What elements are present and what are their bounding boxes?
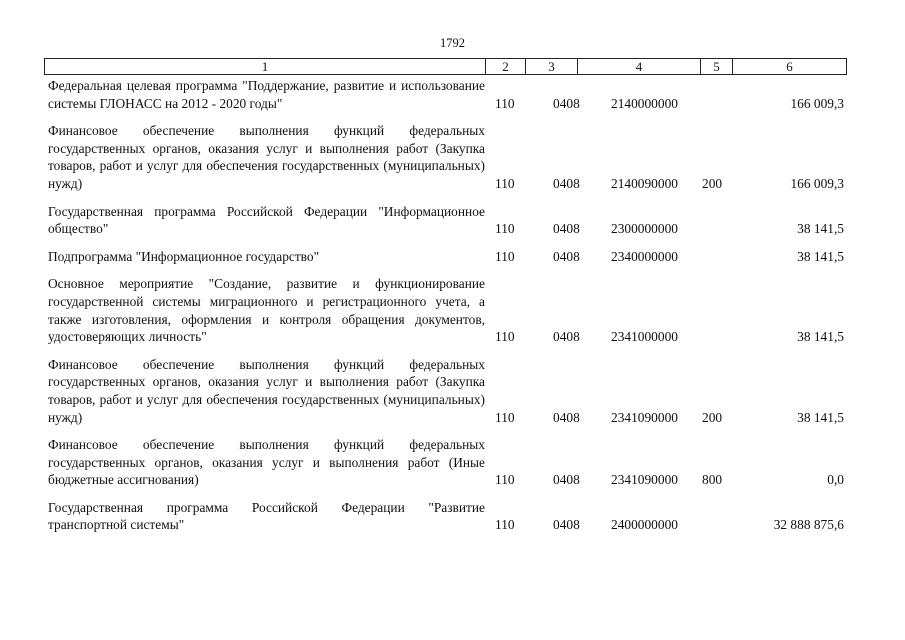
row-amount: 38 141,5 <box>797 409 844 425</box>
column-header-5: 5 <box>701 59 733 75</box>
row-col3: 0408 <box>553 409 580 425</box>
column-header-row <box>45 59 847 75</box>
row-amount: 38 141,5 <box>797 221 844 237</box>
table-row <box>48 203 844 238</box>
row-col2: 110 <box>495 472 515 488</box>
row-amount: 166 009,3 <box>790 95 844 111</box>
row-name: Подпрограмма "Информационное государство" <box>48 248 320 264</box>
row-col4: 2300000000 <box>611 221 678 237</box>
row-col3: 0408 <box>553 329 580 345</box>
row-col4: 2341000000 <box>611 329 678 345</box>
budget-rows <box>48 77 844 544</box>
row-col3: 0408 <box>553 221 580 237</box>
row-col4: 2140000000 <box>611 95 678 111</box>
row-col3: 0408 <box>553 517 580 533</box>
column-header-3: 3 <box>526 59 578 75</box>
table-row <box>48 248 844 266</box>
table-row <box>48 356 844 426</box>
row-name: Финансовое обеспечение выполнения функций федеральных государственных органов, оказания услуг и выполнения работ (Закупка товаров, работ и услуг для обеспечения государственных (муниципальных) нужд) <box>48 356 485 425</box>
row-name: Федеральная целевая программа "Поддержание, развитие и использование системы ГЛОНАСС на 2012 - 2020 годы" <box>48 78 485 111</box>
row-col4: 2340000000 <box>611 248 678 264</box>
column-header-table <box>44 58 847 75</box>
row-name: Финансовое обеспечение выполнения функций федеральных государственных органов, оказания услуг и выполнения работ (Иные бюджетные ассигнования) <box>48 437 485 488</box>
table-row <box>48 122 844 192</box>
row-col5: 200 <box>702 409 723 425</box>
page-number: 1792 <box>440 36 465 50</box>
row-col3: 0408 <box>553 95 580 111</box>
row-col4: 2140090000 <box>611 175 678 191</box>
column-header-6: 6 <box>733 59 847 75</box>
row-col2: 110 <box>495 409 515 425</box>
table-row <box>48 499 844 534</box>
row-amount: 38 141,5 <box>797 248 844 264</box>
row-name: Финансовое обеспечение выполнения функций федеральных государственных органов, оказания услуг и выполнения работ (Закупка товаров, работ и услуг для обеспечения государственных (муниципальных) нужд) <box>48 123 485 191</box>
column-header-2: 2 <box>486 59 526 75</box>
row-col2: 110 <box>495 248 515 264</box>
table-row <box>48 77 844 112</box>
row-amount: 32 888 875,6 <box>773 517 844 533</box>
column-header-4: 4 <box>578 59 701 75</box>
row-col3: 0408 <box>553 175 580 191</box>
row-name: Основное мероприятие "Создание, развитие и функционирование государственной системы миграционного и регистрационного учета, а также изготовления, оформления и контроля обращения документов, удостоверяющих личность" <box>48 276 485 345</box>
row-amount: 0,0 <box>827 472 844 488</box>
row-col2: 110 <box>495 329 515 345</box>
row-col2: 110 <box>495 221 515 237</box>
row-col2: 110 <box>495 95 515 111</box>
row-name: Государственная программа Российской Федерации "Информационное общество" <box>48 203 485 237</box>
row-col3: 0408 <box>553 248 580 264</box>
row-amount: 166 009,3 <box>790 175 844 191</box>
row-col5: 800 <box>702 472 723 488</box>
row-col2: 110 <box>495 517 515 533</box>
column-header-1: 1 <box>45 59 486 75</box>
row-col3: 0408 <box>553 472 580 488</box>
row-col4: 2341090000 <box>611 472 678 488</box>
row-amount: 38 141,5 <box>797 329 844 345</box>
row-col5: 200 <box>702 175 723 191</box>
table-row <box>48 436 844 489</box>
row-col4: 2341090000 <box>611 409 678 425</box>
table-row <box>48 275 844 345</box>
row-col2: 110 <box>495 175 515 191</box>
row-col4: 2400000000 <box>611 517 678 533</box>
row-name: Государственная программа Российской Федерации "Развитие транспортной системы" <box>48 499 485 533</box>
